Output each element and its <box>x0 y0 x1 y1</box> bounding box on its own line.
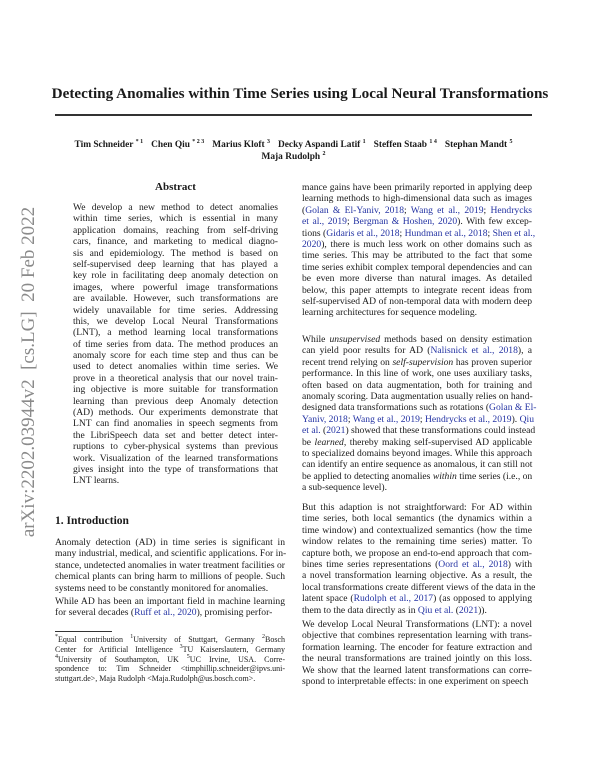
text-line <box>55 635 285 645</box>
text-line <box>302 502 532 513</box>
text-run: cars, finance, and marketing to medical diagno- <box>73 236 278 248</box>
text-run: ing objective is more suitable for transformation <box>73 384 278 396</box>
text-run: methods based on density estimation <box>380 334 533 345</box>
text-run: time series exhibit complex temporal dependencies and can <box>302 261 532 273</box>
intro-paragraph <box>302 182 536 319</box>
text-line <box>73 441 278 452</box>
text-line <box>302 570 532 581</box>
text-run: time series, both local semantics (the dynamics within a <box>302 513 532 525</box>
text-line <box>73 236 278 247</box>
text-run: ( <box>320 425 327 437</box>
citation-link[interactable]: Shen et al., <box>492 227 536 239</box>
citation-link[interactable]: 2020 <box>302 238 322 250</box>
citation-link[interactable]: et al. <box>302 425 321 437</box>
text-line <box>55 560 285 571</box>
text-line <box>73 293 278 304</box>
text-line <box>73 305 278 316</box>
text-line <box>73 464 278 475</box>
text-line <box>73 202 278 213</box>
citation-link[interactable]: Hendrycks <box>490 204 532 216</box>
text-run: recent trend relying on <box>302 356 393 368</box>
author <box>151 140 204 150</box>
text-line <box>302 630 532 641</box>
text-line <box>55 674 285 684</box>
author-affiliation-mark: 1 4 <box>429 139 437 145</box>
text-run: Bosch <box>265 635 286 644</box>
citation-link[interactable]: Qiu et al. <box>417 604 454 616</box>
author-name: Stephan Mandt <box>444 140 508 150</box>
text-run: Center for Artificial Intelligence <box>55 644 180 654</box>
text-line <box>55 664 285 674</box>
text-line <box>302 471 532 482</box>
text-run: (AD) methods. Our experiments demonstrate that <box>73 407 278 419</box>
text-run: University of Stuttgart, Germany <box>133 635 263 644</box>
text-run: mance gains have been primarily reported in applying deep <box>302 182 532 193</box>
text-run: self-supervised AD of non-temporal data with modern deep <box>302 295 532 307</box>
citation-link[interactable]: Wang et al., 2019 <box>410 204 484 216</box>
text-line <box>302 581 536 593</box>
text-line <box>55 655 285 665</box>
intro-paragraph <box>302 502 536 616</box>
text-run: spond to interpretable effects: in one experiment on speech <box>302 675 529 687</box>
text-run: self-supervised deep learning that has played a <box>73 258 278 270</box>
citation-link[interactable]: Wang et al., 2019 <box>352 413 420 425</box>
author-name: Maja Rudolph <box>261 152 321 162</box>
footnote-mark: 5 <box>186 653 190 660</box>
emphasis-text: within <box>432 470 457 482</box>
text-run: many industrial, medical, and scientific applications. For in- <box>55 548 287 560</box>
text-run: ) showed that these transformations could instead <box>345 425 536 437</box>
title-rule <box>55 114 532 116</box>
text-line <box>302 402 537 414</box>
citation-link[interactable]: Yaniv, 2018 <box>302 413 348 425</box>
intro-paragraph <box>55 596 285 619</box>
text-run: local transformations create different views of the data in the <box>302 581 536 593</box>
footnote-mark: * <box>55 634 58 640</box>
author-affiliation-mark: * 1 <box>135 139 144 145</box>
text-run: anomaly scoring. Data augmentation usually relies on hand- <box>302 390 533 402</box>
text-run: ( <box>453 604 459 616</box>
text-line <box>73 282 278 293</box>
text-run: the LibriSpeech data set and better detect inter- <box>73 429 278 441</box>
text-run: formation learning. The encoder for feature extraction and <box>302 641 532 653</box>
text-line <box>55 548 285 559</box>
text-run: ) with <box>507 558 532 570</box>
intro-paragraph <box>302 334 537 494</box>
text-run: bines time series representations ( <box>302 558 439 570</box>
text-line <box>55 607 285 618</box>
text-line <box>302 665 532 676</box>
citation-link[interactable]: 2021 <box>326 425 346 437</box>
text-line <box>73 213 278 224</box>
text-run: (LNT), a method learning local transformations <box>73 327 278 339</box>
section-heading-introduction: 1. Introduction <box>55 515 129 527</box>
text-run: ) (as opposed to applying <box>433 593 532 605</box>
text-line <box>302 513 532 524</box>
text-line <box>73 418 278 429</box>
text-run: can identify an entire sequence as anomalous, it can still not <box>302 459 533 471</box>
text-line <box>302 536 532 547</box>
text-line <box>302 482 532 493</box>
text-line <box>302 345 532 356</box>
text-run: be applied to detecting anomalies <box>302 470 433 482</box>
emphasis-text: self-supervision <box>392 356 454 368</box>
text-run: LNT learns. <box>73 475 120 487</box>
author <box>75 140 144 150</box>
text-line <box>55 596 285 607</box>
text-line <box>73 396 278 407</box>
text-line <box>302 425 536 437</box>
text-line <box>302 193 532 204</box>
text-run: objective that combines representation learning with trans- <box>302 630 532 642</box>
text-run: a sub-sequence level). <box>302 482 387 494</box>
affiliations-footnote <box>55 635 285 684</box>
text-line <box>73 407 278 418</box>
text-run: performance. In this line of work, one uses auxiliary tasks, <box>302 368 532 380</box>
text-run: ; <box>346 216 354 228</box>
text-line <box>302 525 532 536</box>
text-line <box>73 327 278 338</box>
text-run: within time series, which is essential in many <box>73 213 278 225</box>
text-line <box>73 384 278 395</box>
text-line <box>55 645 285 655</box>
text-run: learning architectures for sequence modeling. <box>302 307 478 319</box>
text-run: this, we develop Local Neural Transformations <box>73 315 278 327</box>
text-line <box>302 593 532 604</box>
text-line <box>302 548 532 559</box>
text-line <box>73 373 278 384</box>
text-run: learning than previous deep Anomaly detection <box>73 395 278 407</box>
text-run: prove in a theoretical analysis that our novel train- <box>73 372 278 384</box>
author-name: Chen Qiu <box>151 140 190 150</box>
text-run: spondence to: Tim Schneider <timphillip.schneider@ipvs.uni- <box>55 664 285 674</box>
text-run: We show that the learned latent transformations can corre- <box>302 664 532 676</box>
citation-link[interactable]: Gidaris et al., 2018 <box>326 227 400 239</box>
citation-link[interactable]: Hundman et al., 2018 <box>404 227 488 239</box>
citation-link[interactable]: Nalisnick et al., 2018 <box>430 345 518 357</box>
citation-link[interactable]: 2021 <box>458 604 479 616</box>
text-run: capture both, we propose an end-to-end approach that com- <box>302 547 532 559</box>
text-run: them to the data directly as in <box>302 604 418 616</box>
text-run: often based on data augmentation, both for training and <box>302 379 532 391</box>
author-affiliation-mark: 1 <box>362 139 366 145</box>
text-run: used to detect anomalies within time series. We <box>73 361 278 373</box>
author-affiliation-mark: 3 <box>266 139 270 145</box>
text-run: , thereby making self-supervised AD applicable <box>343 436 532 448</box>
emphasis-text: learned <box>314 436 344 448</box>
text-line <box>55 571 285 582</box>
text-line <box>302 285 532 296</box>
text-run: tions ( <box>302 227 327 239</box>
text-run: systems need to be constantly monitored for anomalies. <box>55 582 269 594</box>
text-line <box>302 357 532 368</box>
text-run: UC Irvine, USA. Corre- <box>189 654 285 664</box>
text-line <box>73 361 278 372</box>
text-run: be even more diverse than natural images. As detailed <box>302 273 532 285</box>
text-line <box>302 619 532 630</box>
text-run: time window) and contextualized semantics (how the time <box>302 524 532 536</box>
text-run: stuttgart.de>, Maja Rudolph <Maja.Rudolph@us.bosch.com>. <box>55 674 256 684</box>
text-line <box>73 316 278 327</box>
author <box>374 140 437 150</box>
text-line <box>302 380 532 391</box>
text-run: University of Southampton, UK <box>58 654 187 664</box>
text-line <box>73 339 278 350</box>
text-line <box>73 475 278 486</box>
text-line <box>302 307 532 318</box>
citation-link[interactable]: Ruff et al., 2020 <box>134 607 197 619</box>
text-line <box>73 259 278 270</box>
emphasis-text: unsupervised <box>329 334 381 345</box>
text-line <box>302 459 532 470</box>
author-list <box>55 139 532 163</box>
text-line <box>302 296 532 307</box>
text-run: LNT can find anomalies in speech segments from <box>73 418 278 430</box>
text-line <box>302 559 532 570</box>
text-run: images, where powerful image transformations <box>73 281 278 293</box>
text-line <box>302 273 532 284</box>
text-run: to specialized domains beyond images. While this approach <box>302 447 532 459</box>
text-run: gives insight into the type of transformations that <box>73 463 278 475</box>
text-line <box>302 262 532 273</box>
text-run: widely unavailable for time series. Addressing <box>73 304 278 316</box>
text-run: a novel transformation learning objective. As a result, the <box>302 570 532 582</box>
citation-link[interactable]: Bergman & Hoshen, 2020 <box>353 216 458 228</box>
text-run: ). <box>511 413 520 425</box>
citation-link[interactable]: Rudolph et al., 2017 <box>353 593 434 605</box>
text-run: ). With few excep- <box>457 216 532 228</box>
text-run: the neural transformations are trained jointly on this loss. <box>302 653 532 665</box>
text-run: Equal contribution <box>58 635 131 644</box>
text-run: for several decades ( <box>55 607 135 619</box>
author-affiliation-mark: 5 <box>509 139 513 145</box>
text-run: ), there is much less work on other domains such as <box>321 238 532 250</box>
text-run: ; <box>399 227 405 239</box>
author-name: Decky Aspandi Latif <box>277 140 361 150</box>
text-run: TU Kaiserslautern, Germany <box>182 644 285 654</box>
text-line <box>302 414 532 425</box>
intro-paragraph <box>302 619 532 687</box>
text-run: time series (i.e., on <box>456 470 533 482</box>
text-run: ), promising perfor- <box>196 607 273 619</box>
footnote-mark: 3 <box>179 643 183 650</box>
text-line <box>73 225 278 236</box>
text-run: ; <box>487 227 493 239</box>
text-run: has proven superior <box>453 356 532 368</box>
citation-link[interactable]: Qiu <box>519 413 534 425</box>
text-run: We develop a new method to detect anomalies <box>73 202 278 213</box>
author-affiliation-mark: * 2 3 <box>192 139 205 145</box>
text-run: are available. However, such transformations are <box>73 293 278 305</box>
author <box>278 140 366 150</box>
text-run: While <box>302 334 330 345</box>
text-line <box>302 334 532 345</box>
citation-link[interactable]: Oord et al., 2018 <box>438 558 508 570</box>
citation-link[interactable]: Hendrycks et al., 2019 <box>425 413 512 425</box>
text-run: ; <box>419 413 425 425</box>
text-run: latent space ( <box>302 593 354 605</box>
text-run: ruptions to cyber-physical systems than previous <box>73 441 278 453</box>
text-run: We develop Local Neural Transformations (LNT): a novel <box>302 619 532 630</box>
text-line <box>302 642 532 653</box>
text-run: of time series from data. The method produces an <box>73 338 278 350</box>
text-run: key role in facilitating deep anomaly detection on <box>73 270 278 282</box>
footnote-mark: 1 <box>130 634 134 640</box>
text-line <box>302 437 532 448</box>
footnote-mark: 2 <box>262 634 266 640</box>
text-run: ; <box>404 204 411 216</box>
text-line <box>302 182 532 193</box>
text-run: stance, undetected anomalies in water treatment facilities or <box>55 559 285 571</box>
text-line <box>73 248 278 259</box>
author-affiliation-mark: 2 <box>322 151 326 157</box>
text-run: But this adaption is not straightforward: For AD within <box>302 502 532 513</box>
text-line <box>73 430 278 441</box>
text-run: learning methods to high-dimensional data such as images <box>302 193 532 205</box>
text-line <box>302 216 532 227</box>
author <box>445 140 513 150</box>
text-run: ( <box>302 204 306 216</box>
footnote-mark: 4 <box>55 653 58 660</box>
text-line <box>302 391 532 402</box>
arxiv-side-stamp: arXiv:2202.03944v2 [cs.LG] 20 Feb 2022 <box>18 206 39 538</box>
text-line <box>302 205 532 216</box>
footnote-rule <box>55 631 112 632</box>
text-line <box>302 448 532 459</box>
text-line <box>55 537 285 548</box>
text-run: anomaly score for each time step and thus can be <box>73 350 278 362</box>
text-line <box>302 368 532 379</box>
author <box>262 152 326 162</box>
text-run: below, this paper attempts to integrate recent ideas from <box>302 284 532 296</box>
paper-title: Detecting Anomalies within Time Series using Local Neural Transformations <box>51 85 549 102</box>
citation-link[interactable]: Golan & El- <box>489 402 537 414</box>
text-run: can yield poor results for AD ( <box>302 345 431 357</box>
text-run: be <box>302 436 315 448</box>
text-line <box>73 350 278 361</box>
text-run: )). <box>478 604 487 616</box>
author <box>212 140 270 150</box>
text-line <box>302 227 536 239</box>
text-run: chemical plants can bring harm to millions of people. Such <box>55 571 285 583</box>
author-name: Marius Kloft <box>212 140 265 150</box>
author-name: Tim Schneider <box>74 140 134 150</box>
text-run: Anomaly detection (AD) in time series is significant in <box>55 537 285 548</box>
text-run: time series. This may be attributed to the fact that some <box>302 250 532 262</box>
text-line <box>302 239 532 250</box>
text-run: sis and epidemiology. The method is based on <box>73 247 278 259</box>
text-line <box>302 676 532 687</box>
text-run: designed data transformations such as rotations ( <box>302 402 490 414</box>
text-line <box>73 270 278 281</box>
text-line <box>302 653 532 664</box>
text-run: ), a <box>517 345 533 357</box>
citation-link[interactable]: et al., 2019 <box>302 216 347 228</box>
text-line <box>302 250 532 261</box>
text-run: window relates to the remaining time series) matter. To <box>302 536 532 548</box>
intro-paragraph <box>55 537 285 594</box>
text-run: While AD has been an important field in machine learning <box>55 596 285 607</box>
abstract-text <box>73 202 278 487</box>
text-run: ; <box>483 204 491 216</box>
text-run: ; <box>347 413 353 425</box>
author-name: Steffen Staab <box>373 140 428 150</box>
abstract-heading: Abstract <box>155 181 196 193</box>
citation-link[interactable]: Golan & El-Yaniv, 2018 <box>305 204 405 216</box>
text-run: work. Visualization of the learned transformations <box>73 452 278 464</box>
text-run: application domains, reaching from self-driving <box>73 224 278 236</box>
text-line <box>55 583 285 594</box>
text-line <box>302 605 532 616</box>
text-line <box>73 453 278 464</box>
